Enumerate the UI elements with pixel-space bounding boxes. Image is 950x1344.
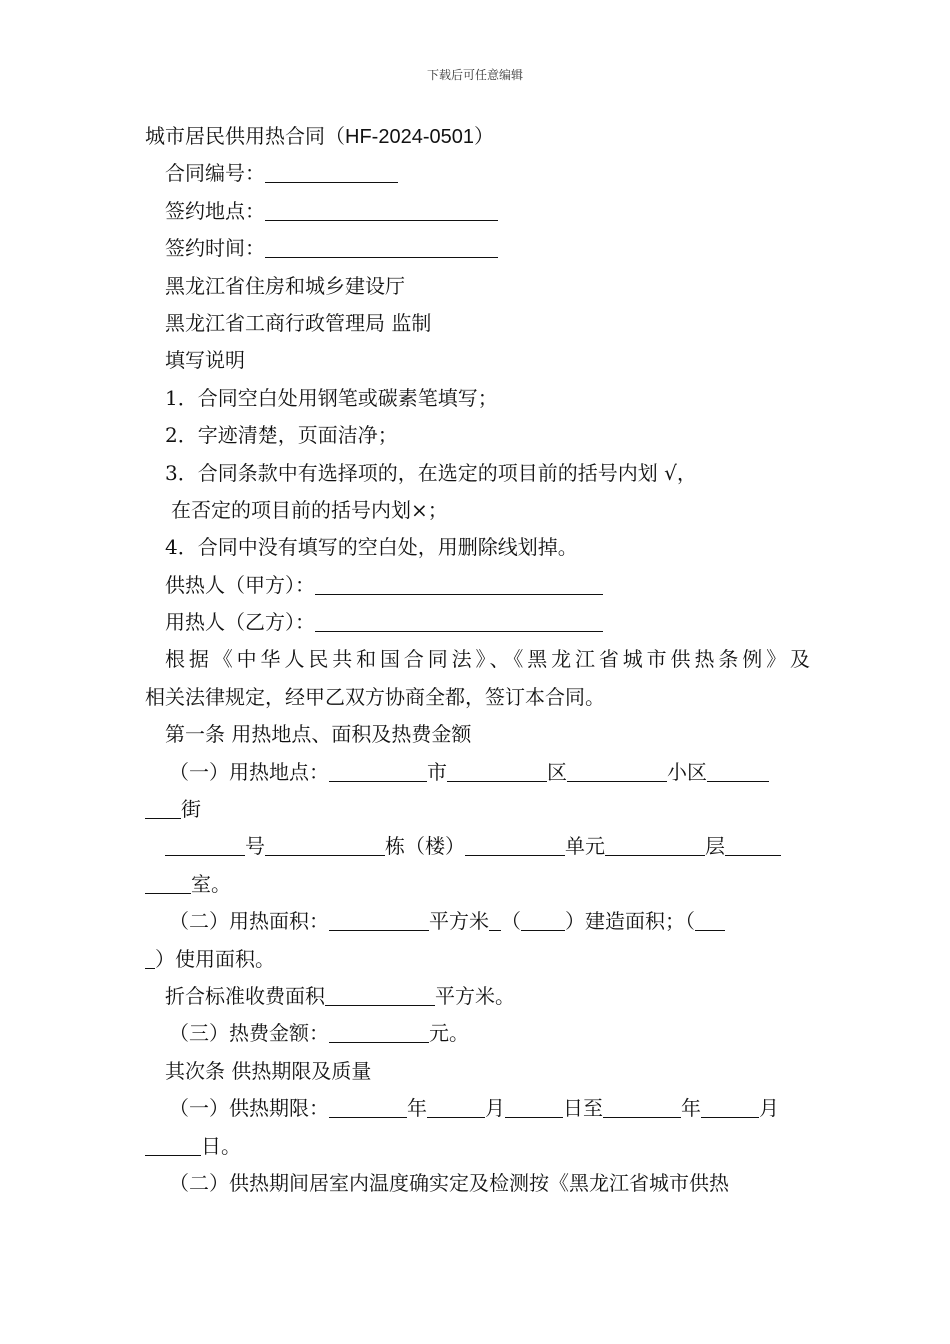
community-blank[interactable] (567, 757, 667, 782)
street-blank-part-1[interactable] (707, 757, 769, 782)
standard-area-blank[interactable] (325, 981, 435, 1006)
sign-time-blank[interactable] (265, 233, 498, 258)
location-line-3 (145, 828, 810, 865)
sqm-label: 平方米 (429, 909, 489, 934)
sign-place-blank[interactable] (265, 196, 498, 221)
build-paren-open: （ (501, 909, 521, 934)
day-to-label: 日至 (563, 1096, 603, 1121)
street-blank-part-2[interactable] (145, 794, 181, 819)
street-label: 街 (181, 797, 201, 822)
instruction-item-3: 3．合同条款中有选择项的，在选定的项目前的括号内划 √， (165, 460, 697, 485)
city-label: 市 (427, 759, 447, 784)
period-line-1 (145, 1090, 810, 1127)
user-field (145, 604, 810, 641)
sign-place-label: 签约地点： (165, 198, 265, 223)
location-line-2 (145, 791, 810, 828)
number-label: 号 (245, 834, 265, 859)
standard-area-line (145, 978, 810, 1015)
fee-label: （三）热费金额： (169, 1021, 329, 1046)
unit-label: 单元 (565, 834, 605, 859)
room-blank-part-2[interactable] (145, 869, 191, 894)
use-paren-open: （ (685, 909, 695, 934)
room-label: 室。 (191, 871, 231, 896)
sign-time-field (145, 230, 810, 267)
unit-blank[interactable] (465, 831, 565, 856)
area-line-1 (145, 903, 810, 940)
end-year-blank[interactable] (603, 1093, 681, 1118)
instruction-item-1: 1．合同空白处用钢笔或碳素笔填写； (165, 385, 498, 410)
room-blank-part-1[interactable] (725, 831, 781, 856)
contract-number-blank[interactable] (265, 158, 398, 183)
article1-heading: 第一条 用热地点、面积及热费金额 (165, 722, 472, 747)
community-label: 小区 (667, 759, 707, 784)
end-day-blank[interactable] (145, 1131, 201, 1156)
building-blank[interactable] (265, 831, 385, 856)
supplier-label: 供热人（甲方）： (165, 572, 315, 597)
sign-time-label: 签约时间： (165, 236, 265, 261)
user-blank[interactable] (315, 607, 603, 632)
instruction-item-3-cont: 在否定的项目前的括号内划×； (171, 497, 448, 522)
standard-area-unit: 平方米。 (435, 983, 515, 1008)
supplier-field (145, 567, 810, 604)
end-month-blank[interactable] (701, 1093, 759, 1118)
area-extra-blank[interactable] (489, 906, 501, 931)
authority-1: 黑龙江省住房和城乡建设厅 (165, 273, 405, 298)
supplier-blank[interactable] (315, 570, 603, 595)
period-label: （一）供热期限： (169, 1096, 329, 1121)
user-label: 用热人（乙方）： (165, 610, 315, 635)
use-area-checkbox-part-2[interactable] (145, 944, 155, 969)
end-day-label: 日。 (201, 1133, 241, 1158)
start-year-blank[interactable] (329, 1093, 407, 1118)
end-month-label: 月 (759, 1096, 779, 1121)
yuan-label: 元。 (429, 1021, 469, 1046)
article2-heading: 其次条 供热期限及质量 (165, 1058, 372, 1083)
city-blank[interactable] (329, 757, 427, 782)
area-label: （二）用热面积： (169, 909, 329, 934)
floor-label: 层 (705, 834, 725, 859)
title-close: ） (473, 124, 494, 148)
district-label: 区 (547, 759, 567, 784)
start-month-blank[interactable] (427, 1093, 485, 1118)
number-blank[interactable] (165, 831, 245, 856)
header-note: 下载后可任意编辑 (426, 68, 523, 82)
sign-place-field (145, 193, 810, 230)
build-area-label: ）建造面积； (565, 909, 685, 934)
location-line-1 (145, 754, 810, 791)
build-area-checkbox[interactable] (521, 906, 565, 931)
start-year-label: 年 (407, 1096, 427, 1121)
start-month-label: 月 (485, 1096, 505, 1121)
building-label: 栋（楼） (385, 834, 465, 859)
preamble-line-1: 根据《中华人民共和国合同法》、《黑龙江省城市供热条例》及 (165, 647, 810, 672)
contract-code: HF-2024-0501 (345, 126, 474, 148)
instruction-item-4: 4．合同中没有填写的空白处，用删除线划掉。 (165, 535, 578, 560)
authority-2: 黑龙江省工商行政管理局 监制 (165, 310, 432, 335)
area-line-2 (145, 941, 810, 978)
use-area-checkbox-part-1[interactable] (695, 906, 725, 931)
use-area-label: ）使用面积。 (155, 946, 275, 971)
title-text: 城市居民供用热合同（ (145, 124, 345, 148)
period-line-2 (145, 1128, 810, 1165)
temperature-line: （二）供热期间居室内温度确实定及检测按《黑龙江省城市供热 (169, 1170, 729, 1195)
contract-number-field (145, 155, 810, 192)
area-blank[interactable] (329, 906, 429, 931)
fee-blank[interactable] (329, 1018, 429, 1043)
preamble-line-2: 相关法律规定，经甲乙双方协商全都，签订本合同。 (145, 684, 605, 709)
contract-title (145, 118, 810, 155)
standard-area-label: 折合标准收费面积 (165, 983, 325, 1008)
end-year-label: 年 (681, 1096, 701, 1121)
contract-document (145, 118, 810, 1202)
location-label: （一）用热地点： (169, 759, 329, 784)
fee-line (145, 1015, 810, 1052)
instruction-item-2: 2．字迹清楚，页面洁净； (165, 423, 398, 448)
start-day-blank[interactable] (505, 1093, 563, 1118)
location-line-4 (145, 866, 810, 903)
contract-number-label: 合同编号： (165, 161, 265, 186)
district-blank[interactable] (447, 757, 547, 782)
instructions-heading: 填写说明 (165, 348, 245, 373)
floor-blank[interactable] (605, 831, 705, 856)
